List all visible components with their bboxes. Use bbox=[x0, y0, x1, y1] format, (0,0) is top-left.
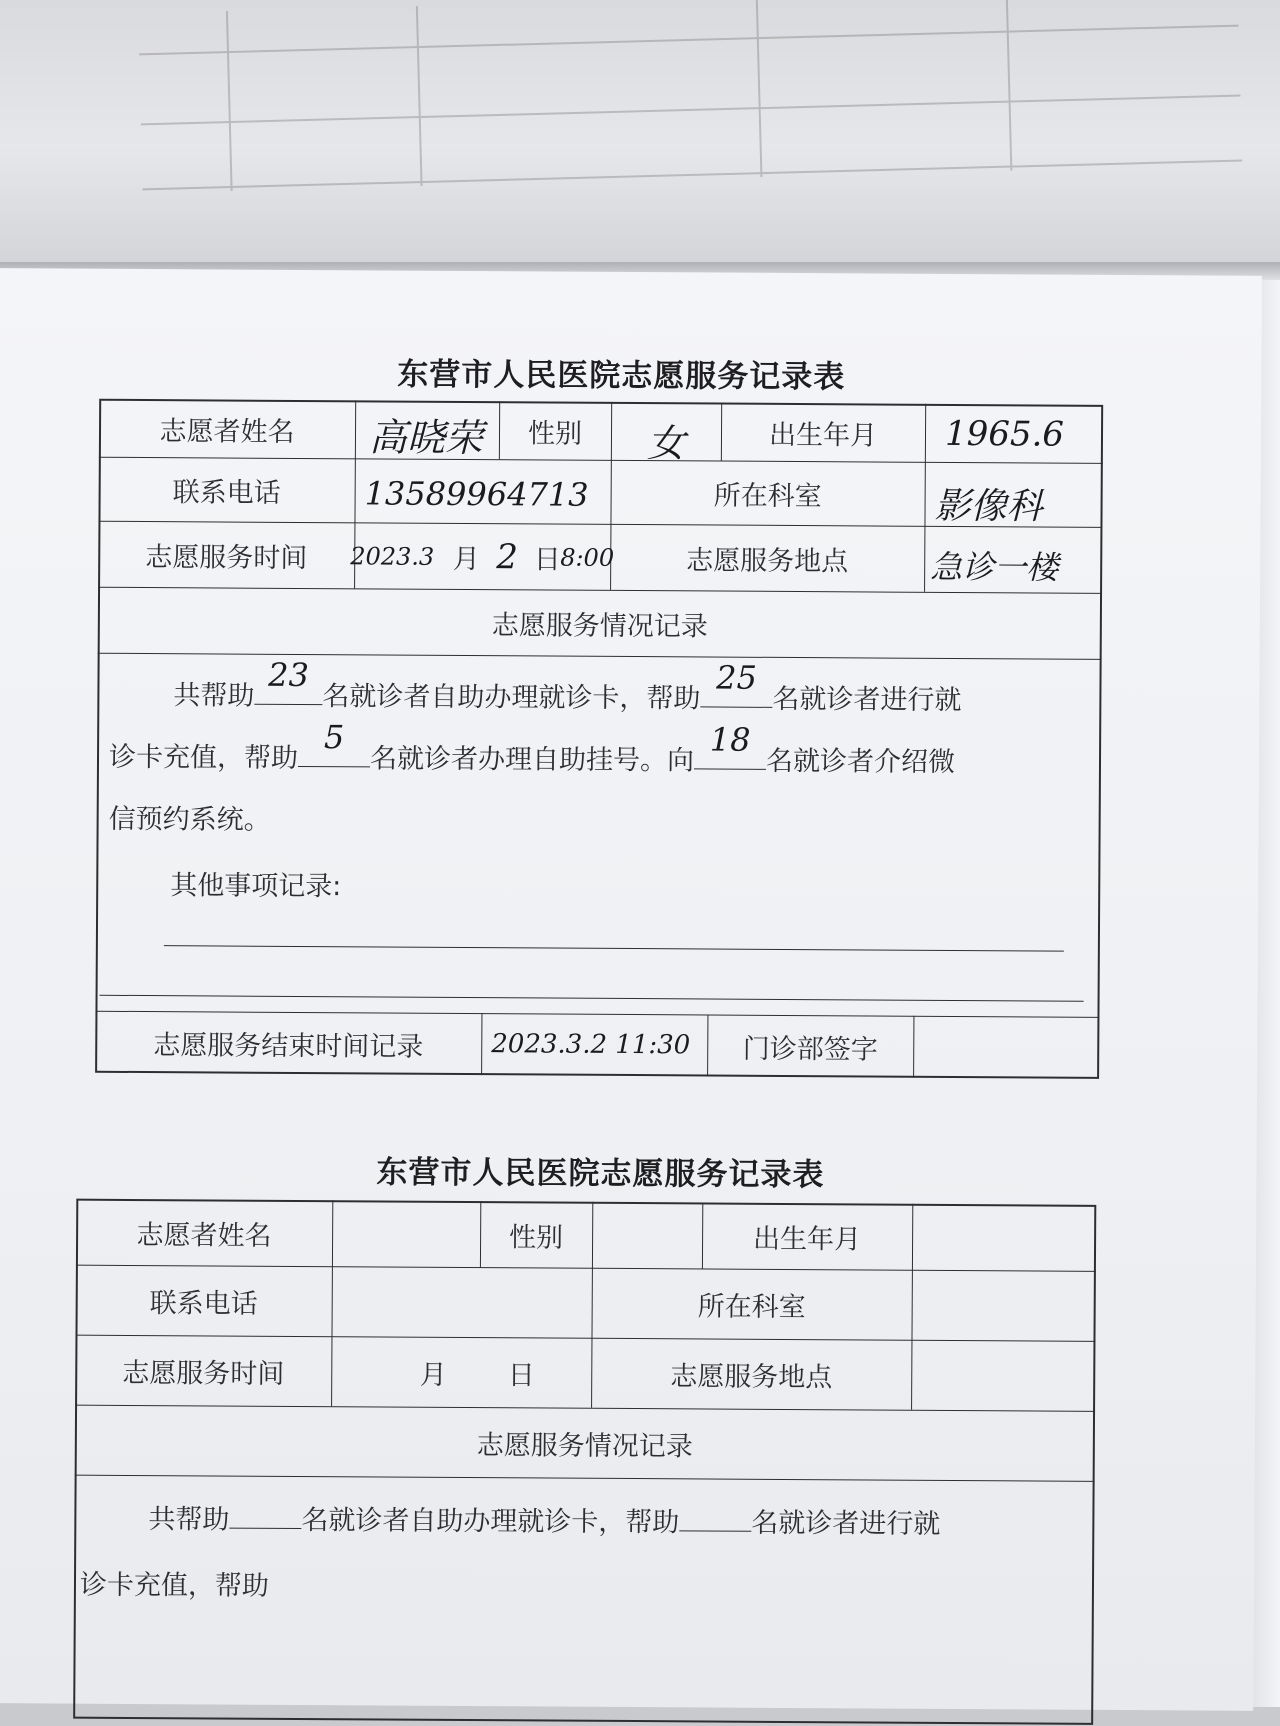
value-birth: 1965.6 bbox=[944, 413, 1065, 455]
label-service-place: 志愿服务地点 bbox=[686, 544, 849, 577]
form1-title: 东营市人民医院志愿服务记录表 bbox=[397, 356, 846, 396]
label-birth: 出生年月 bbox=[768, 419, 878, 452]
label-department: 所在科室 bbox=[713, 480, 822, 512]
value-service-time-suffix: 8:00 bbox=[560, 543, 615, 572]
value-service-time-prefix: 2023.3 bbox=[350, 542, 435, 571]
form2-label-birth: 出生年月 bbox=[753, 1223, 862, 1255]
label-gender: 性别 bbox=[527, 417, 583, 450]
count-self-register: 5 bbox=[323, 718, 345, 757]
other-matters-label: 其他事项记录: bbox=[170, 870, 342, 903]
service-record-line-2: 诊卡充值，帮助 5 名就诊者办理自助挂号。向 18 名就诊者介绍微 bbox=[109, 727, 955, 794]
form2-label-month: 月 bbox=[419, 1359, 447, 1391]
form2-service-record-line-2: 诊卡充值，帮助 bbox=[79, 1569, 270, 1602]
service-record-line-3: 信预约系统。 bbox=[108, 803, 271, 836]
value-service-place: 急诊一楼 bbox=[930, 547, 1059, 587]
value-volunteer-name: 高晓荣 bbox=[368, 415, 484, 461]
label-end-time: 志愿服务结束时间记录 bbox=[153, 1029, 424, 1063]
value-end-time: 2023.3.2 11:30 bbox=[491, 1029, 691, 1061]
label-month: 月 bbox=[452, 543, 480, 575]
form2-label-phone: 联系电话 bbox=[149, 1287, 258, 1320]
label-service-time: 志愿服务时间 bbox=[145, 541, 308, 574]
record-page bbox=[0, 268, 1262, 1711]
form2-label-service-place: 志愿服务地点 bbox=[670, 1360, 833, 1393]
previous-page-backside bbox=[0, 0, 1280, 268]
value-department: 影像科 bbox=[934, 485, 1043, 528]
label-signature: 门诊部签字 bbox=[742, 1033, 878, 1066]
form2-record-header: 志愿服务情况记录 bbox=[476, 1429, 693, 1462]
value-signature bbox=[913, 1016, 1099, 1079]
form2-label-department: 所在科室 bbox=[697, 1290, 806, 1323]
count-card-recharge: 25 bbox=[716, 658, 757, 697]
form2-title: 东营市人民医院志愿服务记录表 bbox=[376, 1154, 825, 1194]
service-record-line-1: 共帮助 23 名就诊者自助办理就诊卡，帮助 25 名就诊者进行就 bbox=[173, 665, 961, 732]
form2-label-volunteer-name: 志愿者姓名 bbox=[136, 1219, 272, 1252]
form2-label-day: 日 bbox=[507, 1359, 535, 1391]
value-day: 2 bbox=[496, 537, 519, 578]
bleed-through-table bbox=[57, 0, 1243, 225]
form2-service-record-line-1: 共帮助 名就诊者自助办理就诊卡，帮助 名就诊者进行就 bbox=[148, 1489, 940, 1556]
label-phone: 联系电话 bbox=[172, 476, 281, 509]
count-card-handled: 23 bbox=[268, 655, 310, 695]
form2-label-gender: 性别 bbox=[509, 1221, 564, 1254]
label-day: 日 bbox=[533, 543, 561, 576]
form2-label-service-time: 志愿服务时间 bbox=[122, 1357, 285, 1390]
value-phone: 13589964713 bbox=[364, 474, 589, 514]
record-header: 志愿服务情况记录 bbox=[491, 609, 708, 642]
count-wechat-intro: 18 bbox=[709, 720, 751, 759]
label-volunteer-name: 志愿者姓名 bbox=[159, 415, 295, 448]
value-gender: 女 bbox=[646, 421, 686, 466]
